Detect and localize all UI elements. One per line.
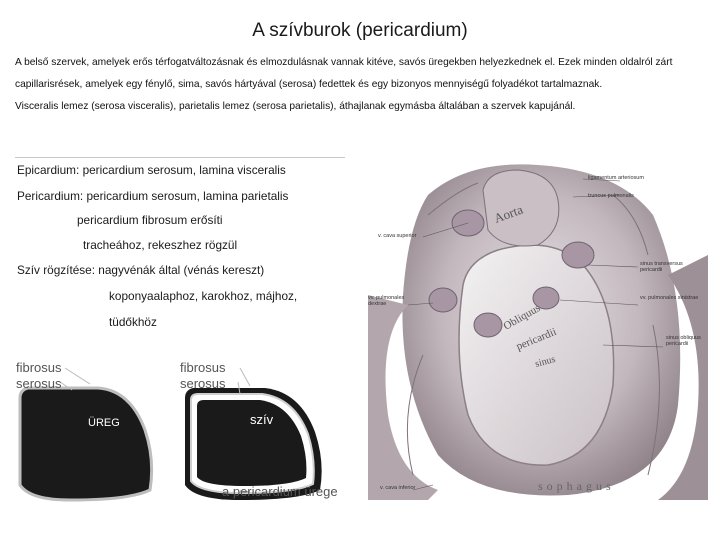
- bullet-fibrosum: pericardium fibrosum erősíti: [77, 213, 223, 227]
- divider: [15, 157, 345, 158]
- page-title: A szívburok (pericardium): [252, 20, 468, 41]
- label-vv-pulmonales-sinistrae: vv. pulmonales sinistrae: [640, 295, 699, 301]
- bullet-pericardium: Pericardium: pericardium serosum, lamina parietalis: [17, 189, 289, 203]
- word-aorta: Aorta: [491, 201, 525, 226]
- intro-paragraph-2: Visceralis lemez (serosa visceralis), parietalis lemez (serosa parietalis), áthajlanak egymásba általában a szervek kapujánál.: [15, 101, 576, 112]
- label-sinus-obliquus: sinus obliquus pericardii: [666, 335, 701, 347]
- right-serosus-label: serosus: [180, 376, 226, 391]
- word-obliquus: Obliquus: [501, 302, 543, 333]
- intro-text: [15, 52, 675, 118]
- label-vena-cava-superior: v. cava superior: [378, 233, 417, 239]
- right-fibrosus-label: fibrosus: [180, 360, 226, 375]
- bullet-epicardium: Epicardium: pericardium serosum, lamina visceralis: [17, 163, 286, 177]
- left-serosus-label: serosus: [16, 376, 62, 391]
- label-truncus-pulmonalis: truncus pulmonalis: [588, 193, 634, 199]
- cavity-label: ÜREG: [88, 417, 120, 429]
- label-vena-cava-inferior: v. cava inferior: [380, 485, 416, 491]
- label-ligamentum-arteriosum: ligamentum arteriosum: [588, 175, 644, 181]
- word-oesophagus: sophagus: [538, 479, 615, 493]
- bullet-trachea: tracheához, rekeszhez rögzül: [83, 238, 238, 252]
- intro-paragraph-1: A belső szervek, amelyek erős térfogatváltozásnak és elmozdulásnak vannak kitéve, savós üregekben helyezkednek el. Ezek minden oldalról zárt capillarisrések, amelyek egy fénylő, sima, savós hártyával (serosa) fedettek és egy bizonyos mennyiségű folyadékot tartalmaznak.: [15, 57, 673, 90]
- left-fibrosus-label: fibrosus: [16, 360, 62, 375]
- cavity-caption: a pericardium ürege: [222, 484, 338, 499]
- bullet-fixation: Szív rögzítése: nagyvénák által (vénás kereszt): [17, 263, 265, 277]
- left-pericardium-shape: [20, 388, 152, 500]
- pericardium-schematic: [10, 350, 370, 505]
- pericardium-illustration-drawing: [368, 155, 708, 500]
- bullet-lungs: tüdőkhöz: [109, 315, 157, 329]
- label-vv-pulmonales-dextrae: vv. pulmonales dextrae: [368, 295, 405, 307]
- bullet-skull: koponyaalaphoz, karokhoz, májhoz,: [109, 289, 298, 303]
- label-sinus-transversus: sinus transversus pericardii: [640, 261, 683, 273]
- schematic-left: [16, 360, 152, 500]
- heart-label: szív: [250, 412, 274, 427]
- word-pericardii: pericardii: [514, 325, 559, 353]
- word-sinus: sinus: [533, 353, 557, 370]
- schematic-right: [180, 360, 322, 500]
- pericardium-illustration: [368, 155, 708, 500]
